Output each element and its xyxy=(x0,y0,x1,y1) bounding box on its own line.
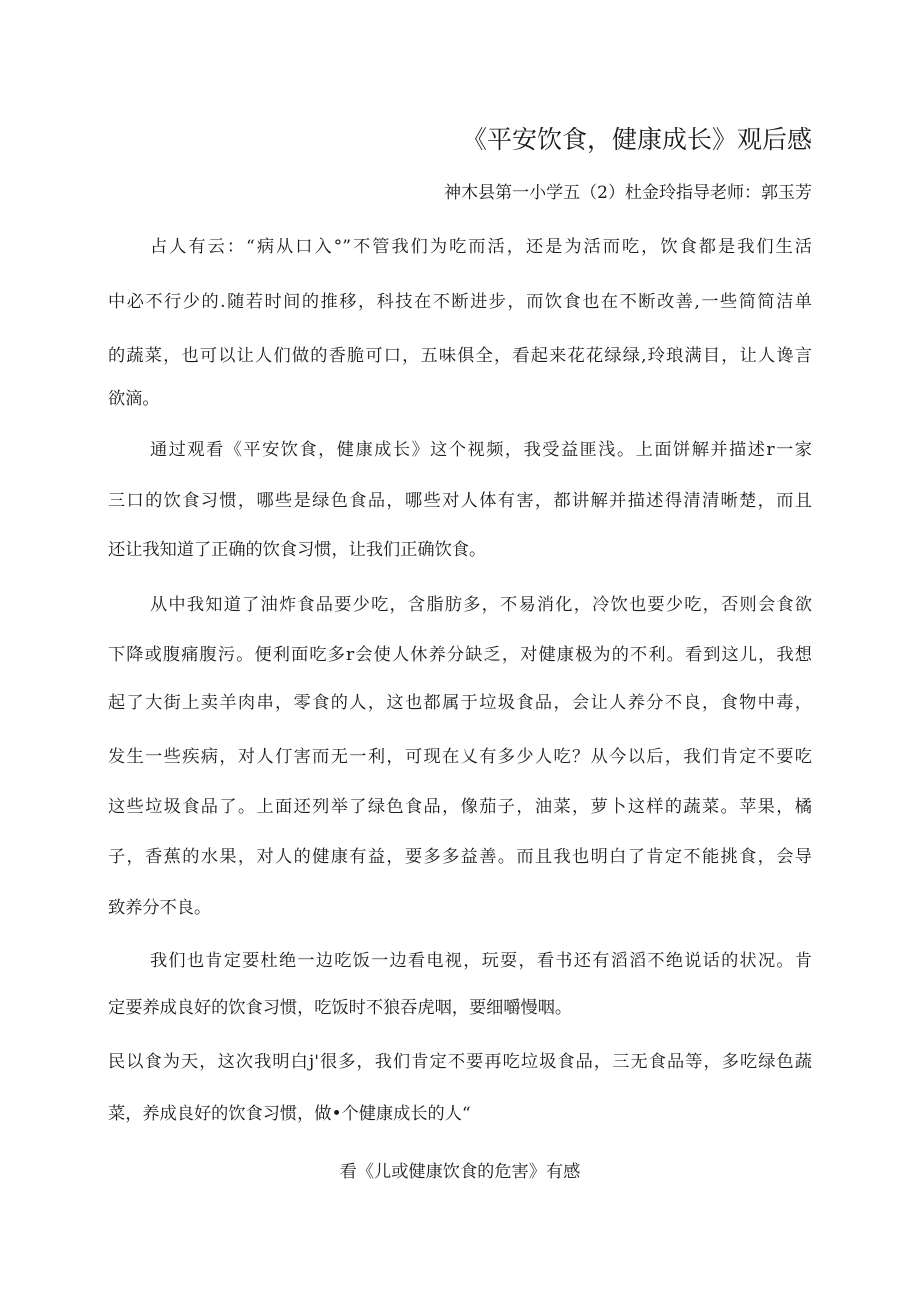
paragraph-line: 欲滴。 xyxy=(108,389,160,409)
paragraph-line: 我们也肯定要杜绝一边吃饭一边看电视，玩耍，看书还有滔滔不绝说话的状况。肯 xyxy=(150,951,812,971)
paragraph-line: 下降或腹痛腹污。便利面吃多r会使人休养分缺乏，对健康极为的不利。看到这儿，我想 xyxy=(108,645,812,665)
paragraph-line: 定要养成良好的饮食习惯，吃饭时不狼吞虎咽，要细嚼慢咽。 xyxy=(108,998,573,1018)
paragraph-line: 还让我知道了正确的饮食习惯，让我们正确饮食。 xyxy=(108,540,487,560)
paragraph-line: 发生一些疾病，对人仃害而无一利，可现在乂有多少人吃？从今以后，我们肯定不要吃 xyxy=(108,747,812,767)
paragraph-line: 民以食为天，这次我明白j'很多，我们肯定不要再吃垃圾食品，三无食品等，多吃绿色蔬 xyxy=(108,1052,812,1072)
document-title: 《平安饮食，健康成长》观后感 xyxy=(461,125,812,154)
paragraph-line: 的蔬菜，也可以让人们做的香脆可口，五味俱全，看起来花花绿绿,玲琅满目，让人谗言 xyxy=(108,346,812,366)
paragraph-line: 菜，养成良好的饮食习惯，做•个健康成长的人“ xyxy=(108,1104,471,1124)
paragraph-line: 子，香蕉的水果，对人的健康有益，要多多益善。而且我也明白了肯定不能挑食，会导 xyxy=(108,847,812,867)
author-byline: 神木县第一小学五（2）杜金玲指导老师：郭玉芳 xyxy=(444,183,812,203)
section-subtitle: 看《儿或健康饮食的危害》有感 xyxy=(339,1162,581,1182)
paragraph-line: 占人有云：“病从口入°”不管我们为吃而活，还是为活而吃，饮食都是我们生活 xyxy=(150,237,812,257)
paragraph-line: 通过观看《平安饮食，健康成长》这个视频，我受益匪浅。上面饼解并描述r一家 xyxy=(150,440,812,460)
paragraph-line: 三口的饮食习惯，哪些是绿色食品，哪些对人体有害，都讲解并描述得清清晰楚，而且 xyxy=(108,491,812,511)
paragraph-line: 起了大街上卖羊肉串，零食的人，这也都属于垃圾食品，会让人养分不良，食物中毒， xyxy=(108,693,812,713)
paragraph-line: 从中我知道了油炸食品要少吃，含脂肪多，不易消化，冷饮也要少吃，否则会食欲 xyxy=(150,595,812,615)
paragraph-line: 中必不行少的.随若时间的推移，科技在不断进步，而饮食也在不断改善,一些简简洁单 xyxy=(108,292,812,312)
paragraph-line: 这些垃圾食品了。上面还列举了绿色食品，像茄子，油菜，萝卜这样的蔬菜。苹果，橘 xyxy=(108,797,812,817)
paragraph-line: 致养分不良。 xyxy=(108,898,212,918)
